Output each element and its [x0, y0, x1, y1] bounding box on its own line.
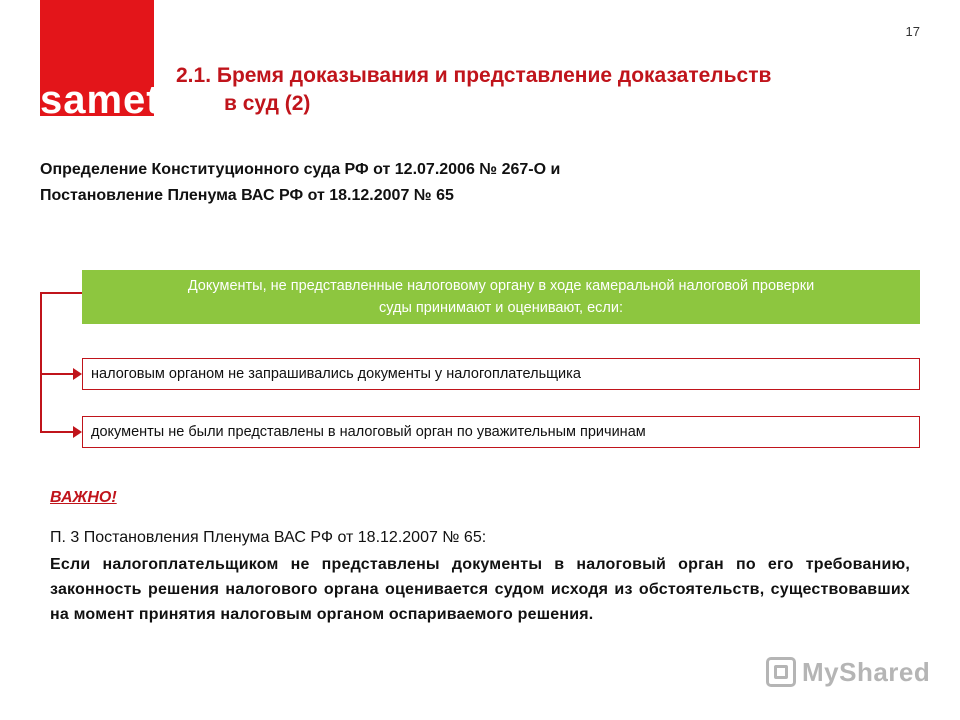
important-label: ВАЖНО! — [50, 489, 117, 506]
arrow-right-icon — [73, 426, 82, 438]
subtitle-line2: Постановление Пленума ВАС РФ от 18.12.2007 № 65 — [40, 187, 454, 204]
slide-title-line1: 2.1. Бремя доказывания и представление доказательств — [176, 64, 772, 87]
logo-text: sameta — [40, 78, 184, 122]
slide-title — [176, 62, 896, 118]
condition-box-1: налоговым органом не запрашивались документы у налогоплательщика — [82, 358, 920, 390]
condition-header-line1: Документы, не представленные налоговому органу в ходе камеральной налоговой проверки — [187, 278, 815, 294]
subtitle-line1: Определение Конституционного суда РФ от 12.07.2006 № 267-О и — [40, 161, 561, 178]
page-number: 17 — [905, 24, 920, 39]
connector-arrow-2 — [40, 431, 74, 433]
condition-header-line2: суды принимают и оценивают, если: — [379, 300, 623, 316]
slides-icon — [766, 657, 796, 687]
connector-line — [40, 292, 42, 432]
connector-top — [40, 292, 82, 294]
subtitle — [40, 157, 760, 209]
watermark-text: MyShared — [802, 656, 931, 687]
condition-box-2: документы не были представлены в налоговый орган по уважительным причинам — [82, 416, 920, 448]
arrow-right-icon — [73, 368, 82, 380]
logo — [40, 0, 184, 122]
reference-line: П. 3 Постановления Пленума ВАС РФ от 18.12.2007 № 65: — [50, 529, 487, 546]
slide-title-line2: в суд (2) — [224, 92, 311, 115]
condition-header-box — [82, 270, 920, 324]
important-paragraph: Если налогоплательщиком не представлены документы в налоговый орган по его требованию, законность решения налогового органа оценивается судом исходя из обстоятельств, существовавших на момент принятия налоговым органом оспариваемого решения. — [50, 556, 910, 623]
connector-arrow-1 — [40, 373, 74, 375]
watermark — [766, 652, 930, 692]
